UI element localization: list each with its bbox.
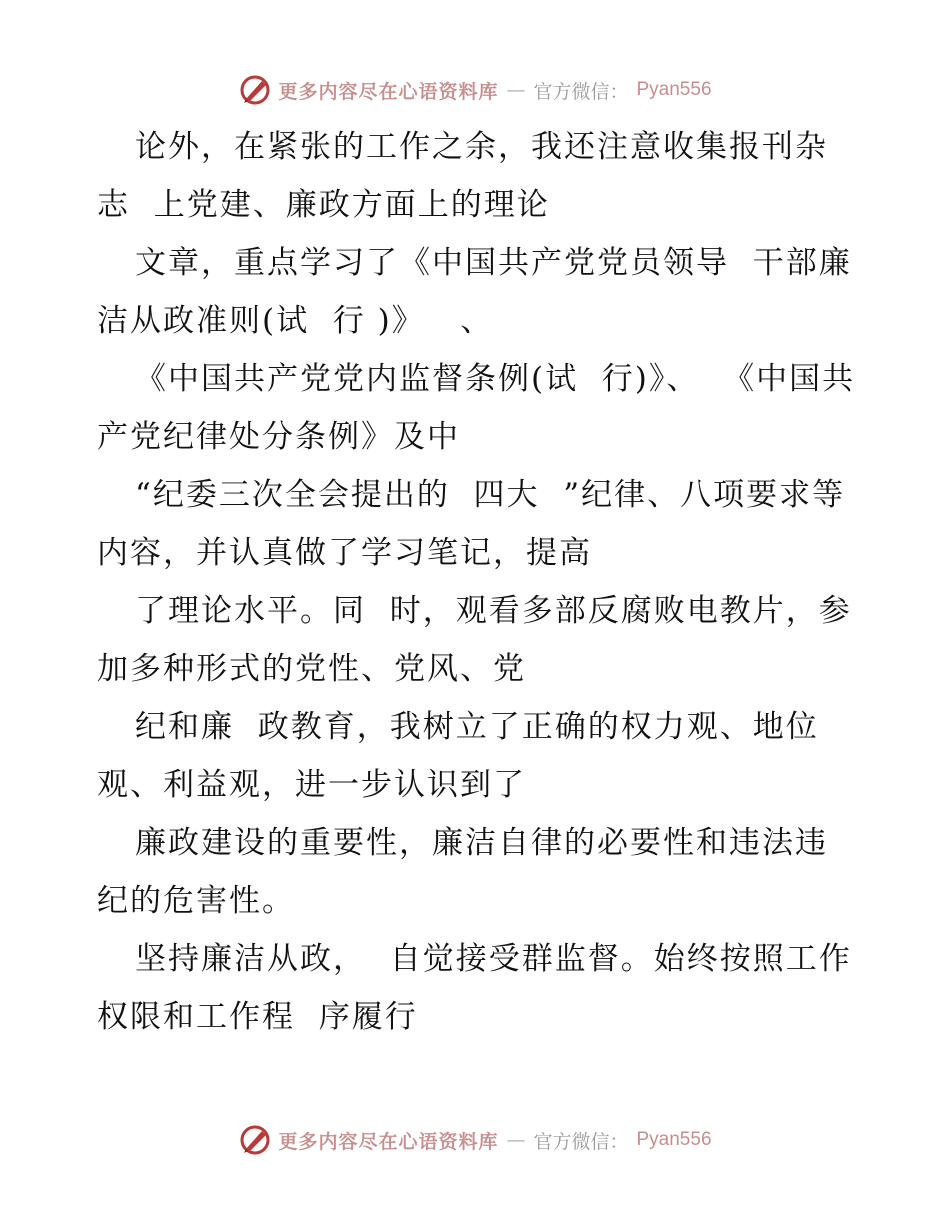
paragraph-3: 《中国共产党党内监督条例(试 行)》、 《中国共产党纪律处分条例》及中 xyxy=(97,361,856,455)
paragraph-1: 论外，在紧张的工作之余，我还注意收集报刊杂志 上党建、廉政方面上的理论 xyxy=(97,129,828,223)
paragraph-2: 文章，重点学习了《中国共产党党员领导 干部廉洁从政准则(试 行 )》 、 xyxy=(97,245,852,339)
header-banner xyxy=(0,70,950,110)
banner-slogan: 更多内容尽在心语资料库 xyxy=(278,80,499,103)
banner-dash: — xyxy=(506,79,526,101)
footer-banner xyxy=(0,1120,950,1160)
banner-slogan: 更多内容尽在心语资料库 xyxy=(278,1130,499,1153)
paragraph-6: 纪和廉 政教育，我树立了正确的权力观、地位观、利益观，进一步认识到了 xyxy=(97,709,819,803)
pen-logo-icon xyxy=(238,73,272,107)
paragraph-8: 坚持廉洁从政， 自觉接受群监督。始终按照工作权限和工作程 序履行 xyxy=(97,941,852,1035)
pen-logo-icon xyxy=(238,1123,272,1157)
paragraph-7: 廉政建设的重要性，廉洁自律的必要性和违法违纪的危害性。 xyxy=(97,825,828,919)
banner-dash: — xyxy=(506,1129,526,1151)
banner-wechat-id: Pyan556 xyxy=(636,1129,712,1150)
banner-wechat-label: 官方微信： xyxy=(533,1130,629,1153)
banner-wechat-label: 官方微信： xyxy=(533,80,629,103)
banner-wechat-id: Pyan556 xyxy=(636,79,712,100)
document-body xyxy=(97,118,857,1046)
paragraph-4: “纪委三次全会提出的 四大 ”纪律、八项要求等内容，并认真做了学习笔记，提高 xyxy=(97,477,846,571)
paragraph-5: 了理论水平。同 时，观看多部反腐败电教片，参加多种形式的党性、党风、党 xyxy=(97,593,852,687)
